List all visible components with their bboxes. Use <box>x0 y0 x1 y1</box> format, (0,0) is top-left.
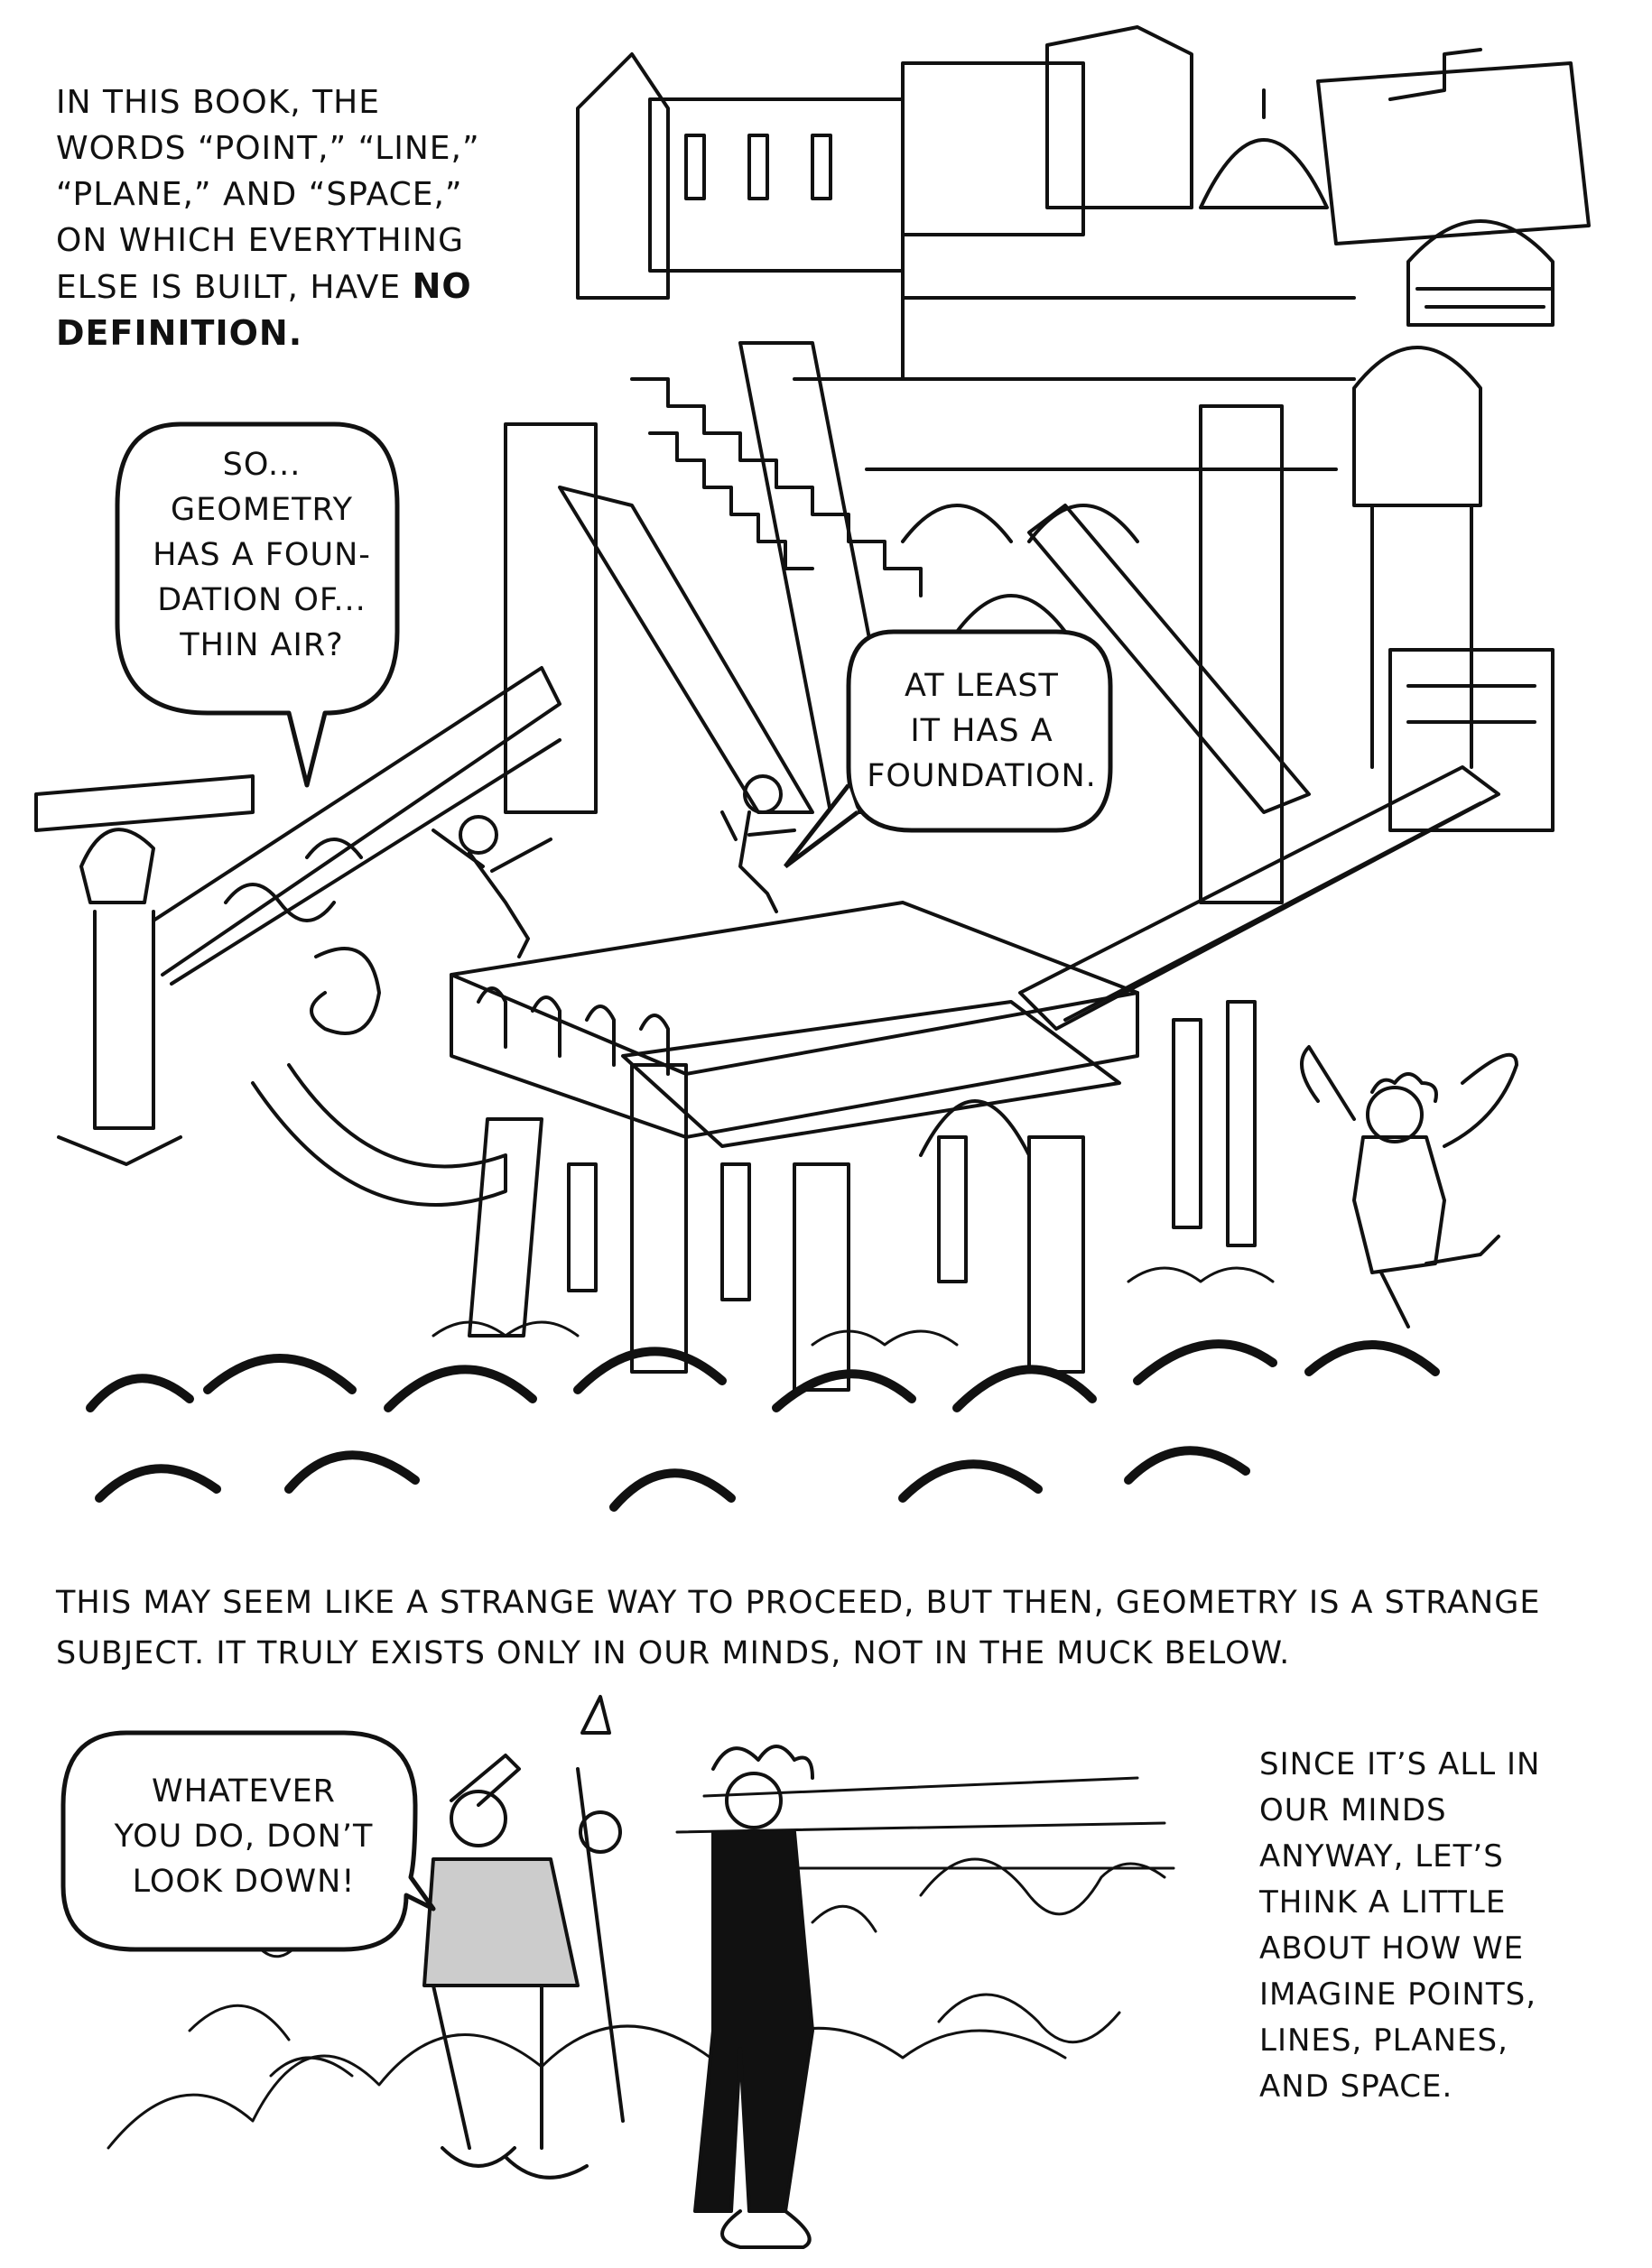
bubble-geometry-question-text <box>126 442 397 668</box>
caption-closing: SINCE IT’S ALL IN OUR MINDS ANYWAY, LET’S THINK A LITTLE ABOUT HOW WE IMAGINE POINTS, LINES, PLANES, AND SPACE. <box>1259 1746 1541 2105</box>
bottom-figures <box>424 1697 812 2247</box>
castle-skyline <box>578 27 1589 325</box>
bubble-line: DATION OF... <box>157 582 367 618</box>
balcony <box>451 767 1499 1390</box>
bubble-line: YOU DO, DON’T <box>114 1819 374 1855</box>
bubble-line: FOUNDATION. <box>867 758 1097 794</box>
bubble-line: AT LEAST <box>905 668 1059 704</box>
bubble-line: WHATEVER <box>151 1773 337 1810</box>
caption-intro <box>56 79 480 357</box>
caption-intro-text: IN THIS BOOK, THE WORDS “POINT,” “LINE,” “PLANE,” AND “SPACE,” ON WHICH EVERYTHING ELSE IS BUILT, HAVE <box>56 84 480 306</box>
caption-intro-emphasis: NO DEFINITION. <box>56 266 472 353</box>
bubble-line: SO... <box>222 447 302 483</box>
bubble-line: LOOK DOWN! <box>132 1864 356 1900</box>
cherub <box>1302 1047 1517 1327</box>
clouds <box>90 1344 1435 1507</box>
bubble-line: HAS A FOUN- <box>153 537 371 573</box>
bubble-dont-look-down-text <box>72 1769 415 1904</box>
bubble-foundation-reply-text <box>853 663 1110 799</box>
caption-middle: THIS MAY SEEM LIKE A STRANGE WAY TO PROCEED, BUT THEN, GEOMETRY IS A STRANGE SUBJECT. IT TRULY EXISTS ONLY IN OUR MINDS, NOT IN THE MUCK BELOW. <box>56 1585 1541 1671</box>
bubble-line: IT HAS A <box>910 713 1053 749</box>
bubble-line: GEOMETRY <box>171 492 353 528</box>
bubble-line: THIN AIR? <box>180 627 344 663</box>
